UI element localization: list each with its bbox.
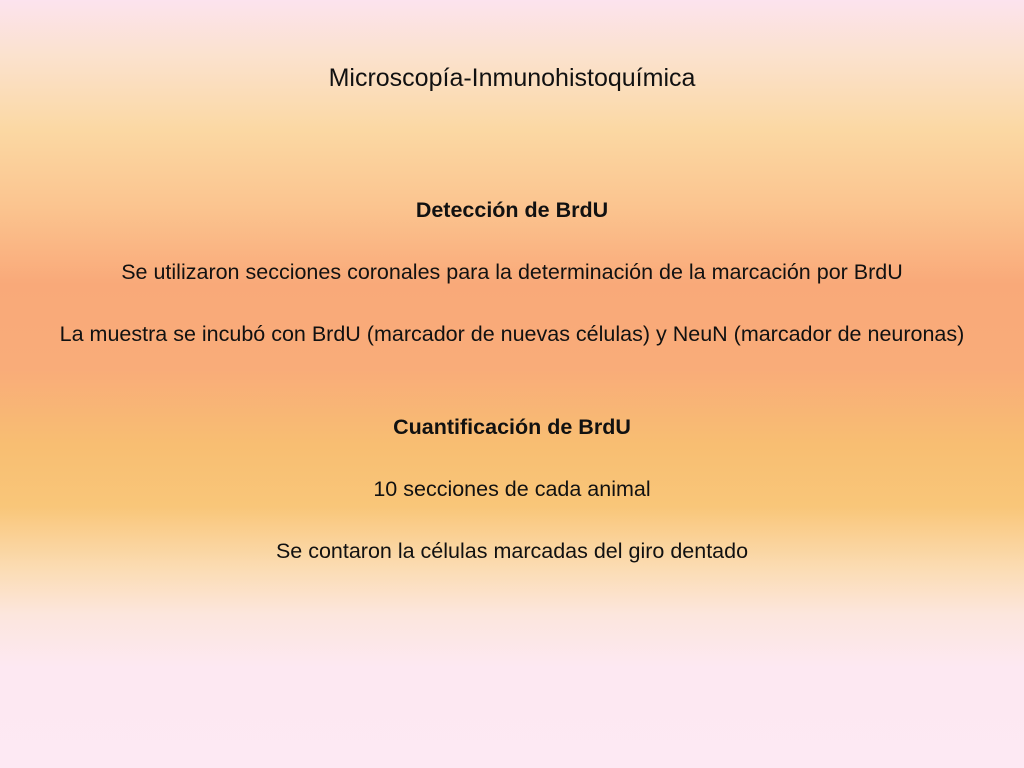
section-heading-detection: Detección de BrdU [415, 198, 609, 222]
paragraph-counted-cells: Se contaron la células marcadas del giro dentado [275, 539, 749, 563]
spacer [20, 443, 1004, 474]
paragraph-sections-count: 10 secciones de cada animal [373, 477, 651, 501]
section-heading-quantification: Cuantificación de BrdU [393, 415, 631, 439]
slide-title: Microscopía-Inmunohistoquímica [328, 64, 696, 92]
spacer [20, 505, 1004, 536]
spacer [20, 381, 1004, 412]
spacer [20, 288, 1004, 319]
paragraph-coronal-sections: Se utilizaron secciones coronales para la determinación de la marcación por BrdU [121, 260, 903, 284]
spacer [20, 350, 1004, 381]
slide-content [20, 195, 1004, 567]
paragraph-incubation: La muestra se incubó con BrdU (marcador de nuevas células) y NeuN (marcador de neuronas) [59, 322, 965, 346]
spacer [20, 226, 1004, 257]
